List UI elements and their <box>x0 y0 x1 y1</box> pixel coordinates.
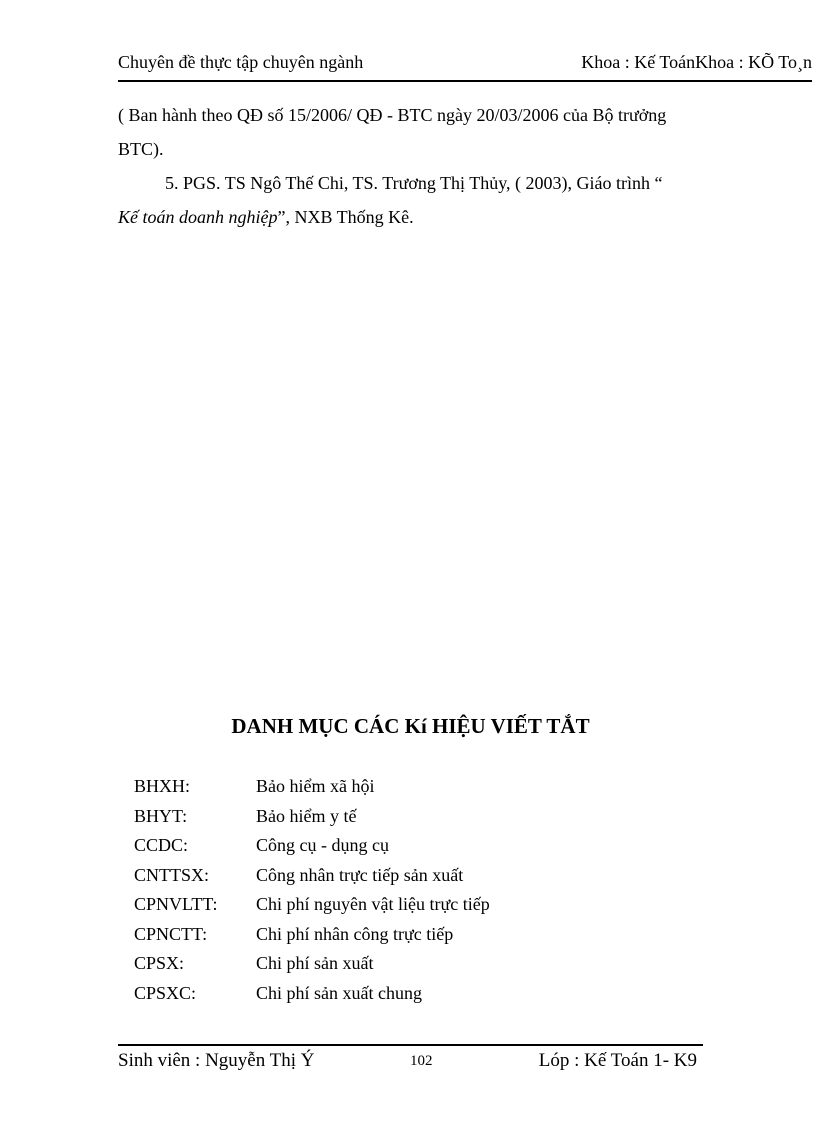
header-course-title: Chuyên đề thực tập chuyên ngành <box>118 52 364 72</box>
abbreviation-meaning: Chi phí sản xuất <box>256 953 374 973</box>
page-footer <box>118 1050 703 1076</box>
abbreviation-code: CPSX: <box>134 953 185 973</box>
abbreviation-code: CPNVLTT: <box>134 894 218 914</box>
list-item <box>134 865 694 895</box>
abbreviation-meaning: Bảo hiểm xã hội <box>256 776 375 796</box>
header-divider <box>118 80 812 82</box>
abbreviation-meaning: Chi phí nhân công trực tiếp <box>256 923 454 944</box>
abbreviation-code: CNTTSX: <box>134 864 210 885</box>
reference-item-5-publisher: ”, NXB Thống Kê. <box>277 207 414 227</box>
abbreviation-meaning: Bảo hiểm y tế <box>256 805 357 826</box>
page-number: 102 <box>410 1053 433 1069</box>
abbreviation-meaning: Công nhân trực tiếp sản xuất <box>256 864 464 885</box>
abbreviation-code: CPSXC: <box>134 982 197 1003</box>
abbreviation-meaning: Công cụ - dụng cụ <box>256 835 389 855</box>
abbreviation-code: BHYT: <box>134 805 188 826</box>
list-item <box>134 894 694 924</box>
reference-continuation-line-1: ( Ban hành theo QĐ số 15/2006/ QĐ - BTC ngày 20/03/2006 của Bộ trưởng <box>118 105 667 125</box>
reference-continuation-line-2: BTC). <box>118 139 164 159</box>
abbreviation-meaning: Chi phí nguyên vật liệu trực tiếp <box>256 894 490 914</box>
list-item <box>134 924 694 954</box>
reference-item-5-line-1: 5. PGS. TS Ngô Thế Chi, TS. Trương Thị Thủy, ( 2003), Giáo trình “ <box>165 173 663 193</box>
abbreviations-list <box>134 776 694 1012</box>
reference-item-5-book-title: Kế toán doanh nghiệp <box>118 207 278 227</box>
list-item <box>134 835 694 865</box>
footer-divider <box>118 1044 703 1046</box>
footer-class: Lóp : Kế Toán 1- K9 <box>538 1050 697 1071</box>
footer-student-name: Sinh viên : Nguyễn Thị Ý <box>118 1050 315 1071</box>
list-item <box>134 776 694 806</box>
abbreviation-code: BHXH: <box>134 776 191 796</box>
reference-item-5-line-2 <box>118 200 703 234</box>
page-header <box>118 52 812 80</box>
list-item <box>134 983 694 1013</box>
abbreviation-code: CCDC: <box>134 835 189 855</box>
header-faculty: Khoa : Kế ToánKhoa : KÕ To¸n <box>581 52 812 72</box>
reference-continuation <box>118 98 703 166</box>
abbreviation-meaning: Chi phí sản xuất chung <box>256 982 422 1003</box>
abbreviation-code: CPNCTT: <box>134 923 208 944</box>
abbreviations-heading: DANH MỤC CÁC Kí HIỆU VIẾT TẮT <box>231 714 590 738</box>
list-item <box>134 806 694 836</box>
reference-item-5 <box>118 166 703 234</box>
list-item <box>134 953 694 983</box>
